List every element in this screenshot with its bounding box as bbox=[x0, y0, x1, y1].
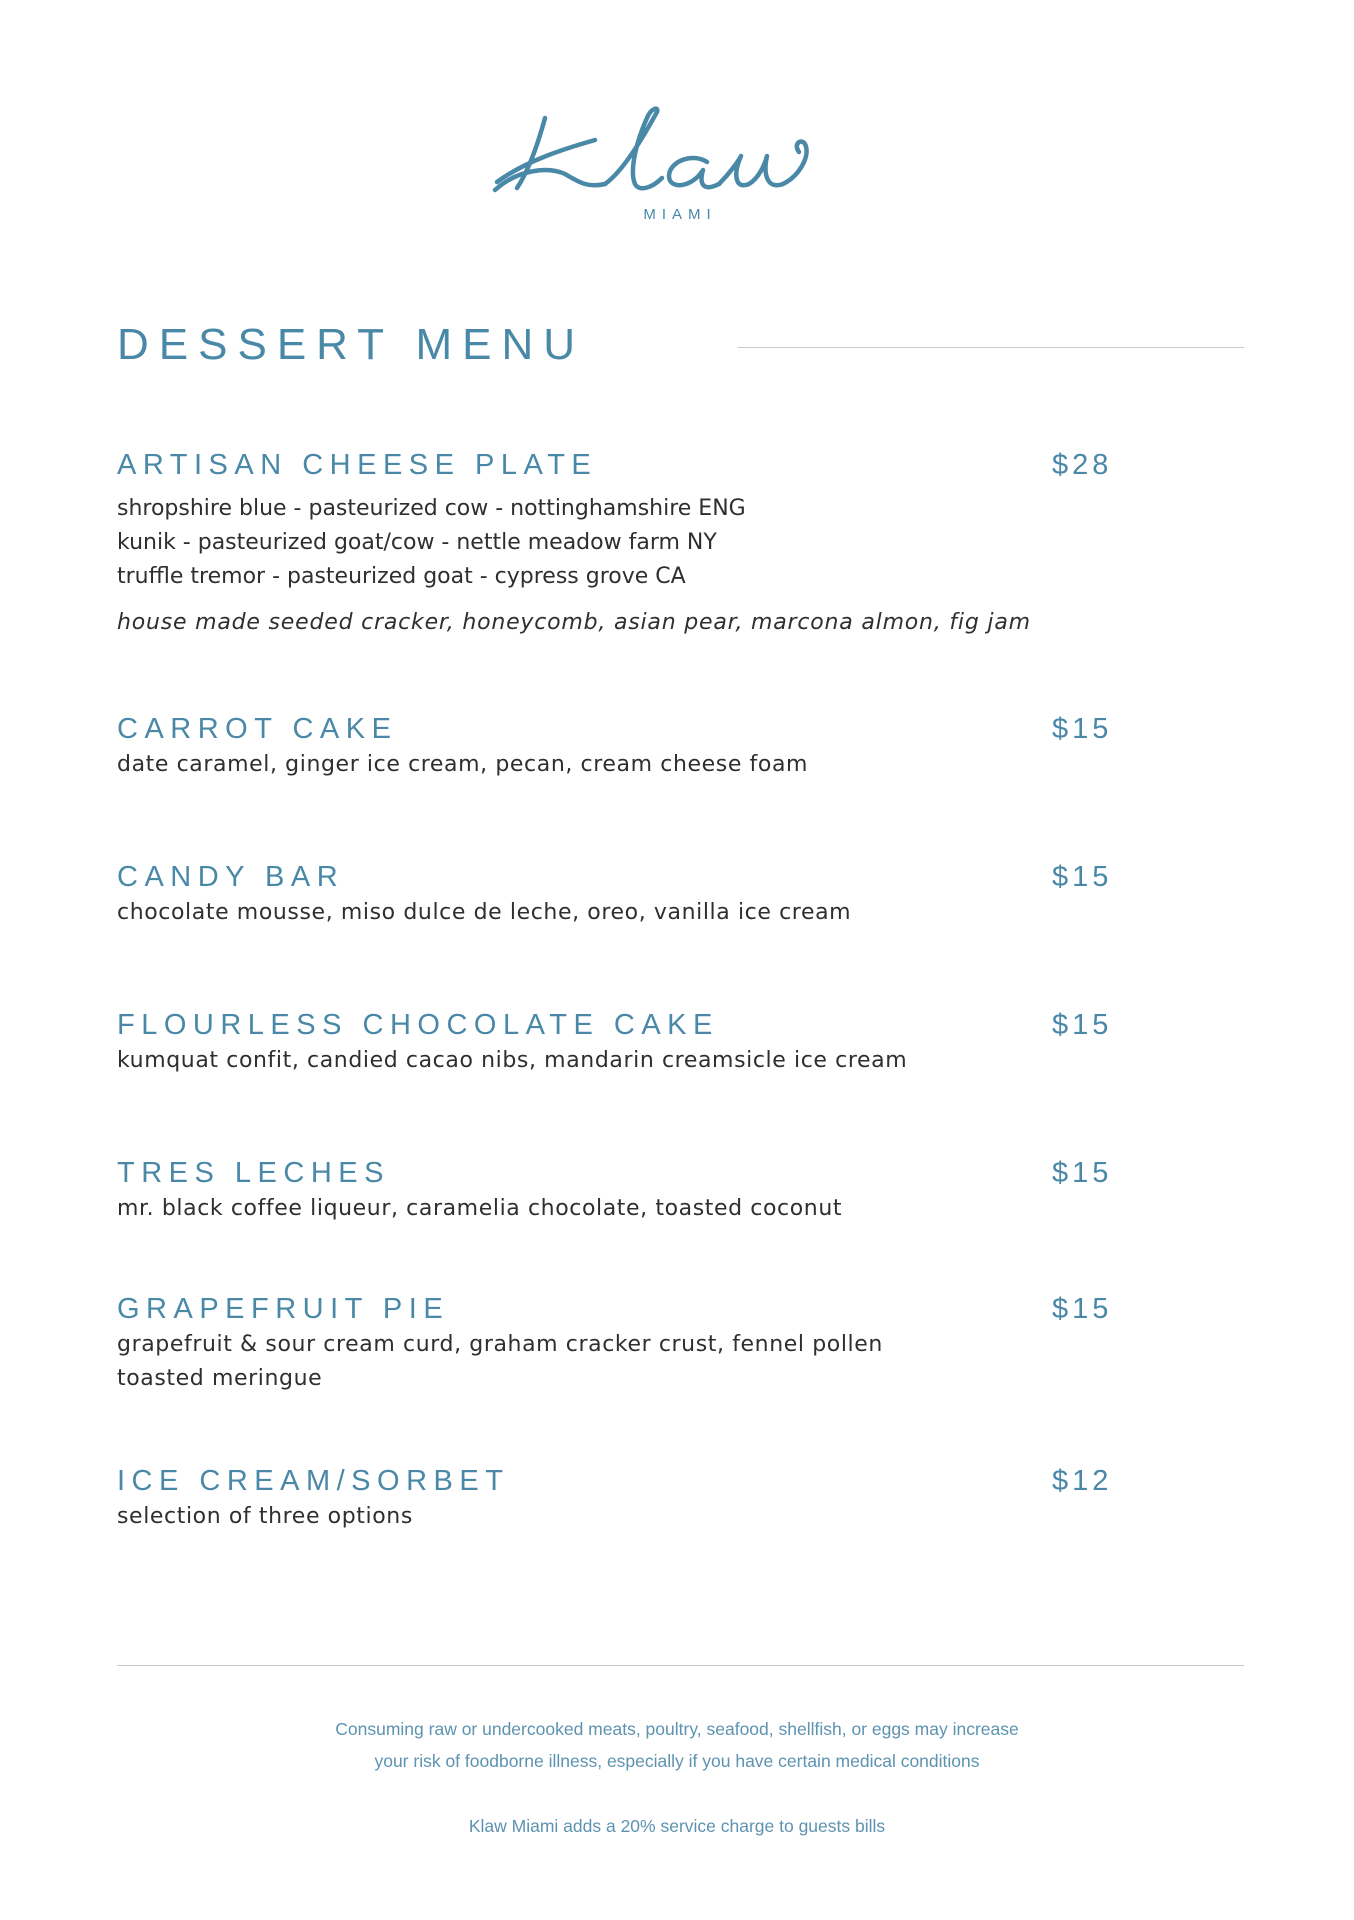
item-price: $15 bbox=[1052, 1009, 1113, 1041]
item-price: $15 bbox=[1052, 1157, 1113, 1189]
food-safety-warning bbox=[0, 1713, 1354, 1777]
cheese-line: kunik - pasteurized goat/cow - nettle meadow farm NY bbox=[117, 530, 717, 555]
item-name: ICE CREAM/SORBET bbox=[117, 1465, 510, 1497]
item-name: ARTISAN CHEESE PLATE bbox=[117, 449, 598, 481]
item-price: $15 bbox=[1052, 713, 1113, 745]
item-price: $28 bbox=[1052, 449, 1113, 481]
menu-item-candy-bar bbox=[117, 860, 1137, 930]
footer-divider bbox=[117, 1665, 1244, 1666]
logo bbox=[0, 100, 1354, 223]
item-description: date caramel, ginger ice cream, pecan, cream cheese foam bbox=[117, 752, 809, 777]
menu-item-ice-cream-sorbet bbox=[117, 1464, 1137, 1534]
item-name: CARROT CAKE bbox=[117, 713, 398, 745]
item-name: CANDY BAR bbox=[117, 861, 345, 893]
menu-item-grapefruit-pie bbox=[117, 1292, 1137, 1396]
item-price: $15 bbox=[1052, 861, 1113, 893]
item-description: kumquat confit, candied cacao nibs, mandarin creamsicle ice cream bbox=[117, 1048, 908, 1073]
item-name: GRAPEFRUIT PIE bbox=[117, 1293, 450, 1325]
item-price: $12 bbox=[1052, 1465, 1113, 1497]
warning-line: your risk of foodborne illness, especially if you have certain medical conditions bbox=[374, 1751, 980, 1771]
title-divider bbox=[738, 347, 1244, 348]
menu-item-tres-leches bbox=[117, 1156, 1137, 1226]
item-description: chocolate mousse, miso dulce de leche, oreo, vanilla ice cream bbox=[117, 900, 852, 925]
menu-item-artisan-cheese-plate bbox=[117, 448, 1137, 640]
item-description: grapefruit & sour cream curd, graham cracker crust, fennel pollen bbox=[117, 1332, 883, 1357]
menu-item-carrot-cake bbox=[117, 712, 1137, 782]
cheese-line: truffle tremor - pasteurized goat - cypress grove CA bbox=[117, 564, 686, 589]
page-title: DESSERT MENU bbox=[117, 320, 586, 369]
cheese-list bbox=[117, 492, 1137, 594]
klaw-script-logo bbox=[487, 100, 867, 200]
item-name: FLOURLESS CHOCOLATE CAKE bbox=[117, 1009, 719, 1041]
item-description-continued: toasted meringue bbox=[117, 1366, 323, 1391]
warning-line: Consuming raw or undercooked meats, poultry, seafood, shellfish, or eggs may increase bbox=[335, 1719, 1019, 1739]
item-description: mr. black coffee liqueur, caramelia chocolate, toasted coconut bbox=[117, 1196, 843, 1221]
item-price: $15 bbox=[1052, 1293, 1113, 1325]
item-accompaniments: house made seeded cracker, honeycomb, asian pear, marcona almon, fig jam bbox=[117, 610, 1031, 635]
menu-item-flourless-chocolate-cake bbox=[117, 1008, 1137, 1078]
logo-location: MIAMI bbox=[643, 206, 717, 223]
item-name: TRES LECHES bbox=[117, 1157, 390, 1189]
service-charge-note: Klaw Miami adds a 20% service charge to guests bills bbox=[468, 1816, 886, 1836]
cheese-line: shropshire blue - pasteurized cow - nottinghamshire ENG bbox=[117, 496, 746, 521]
item-description: selection of three options bbox=[117, 1504, 413, 1529]
